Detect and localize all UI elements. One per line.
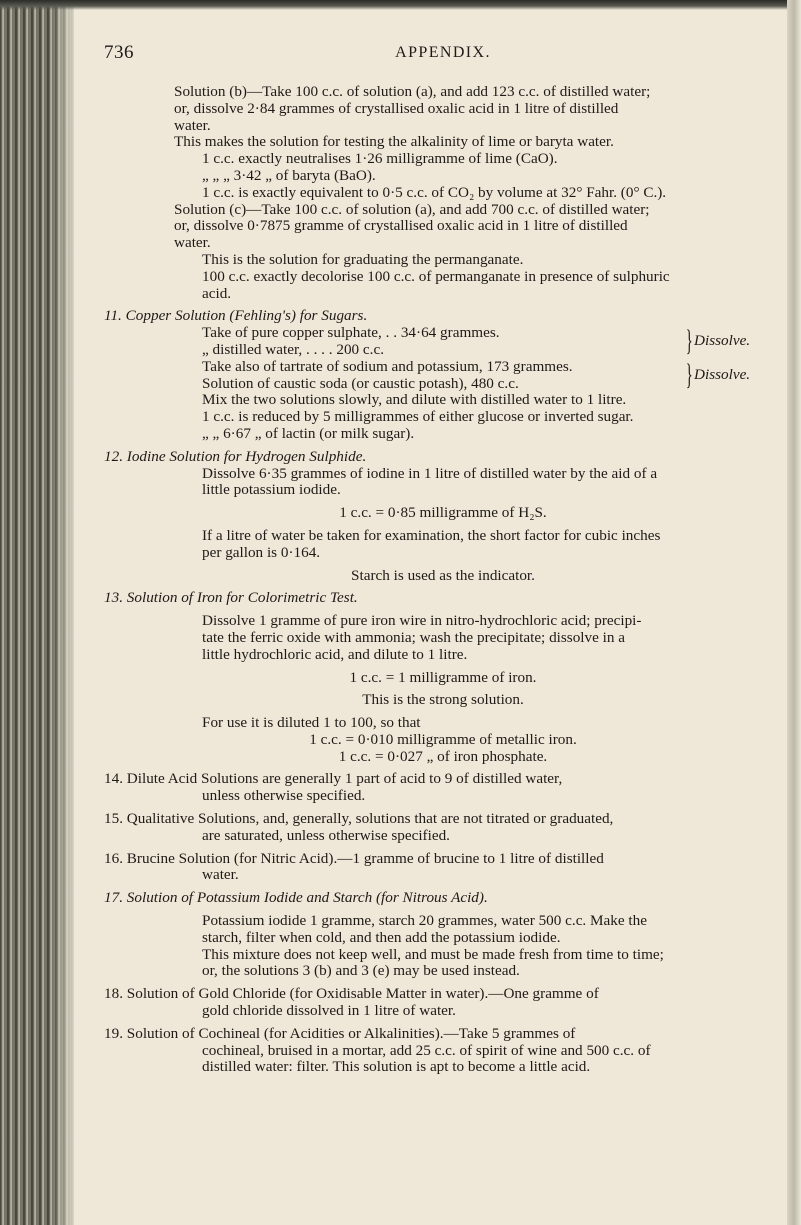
text-line: Potassium iodide 1 gramme, starch 20 grammes, water 500 c.c. Make the [202,912,647,930]
ingredient-group [104,325,782,359]
text-line: 1 c.c. is exactly equivalent to 0·5 c.c. of CO₂ by volume at 32° Fahr. (0° C.). [202,183,667,201]
text-line: Dissolve 1 gramme of pure iron wire in nitro-hydrochloric acid; precipi- [202,612,642,630]
section-heading: 19. Solution of Cochineal (for Acidities or Alkalinities).—Take 5 grammes of [104,1024,576,1042]
text-line: little potassium iodide. [202,481,341,499]
text-line: little hydrochloric acid, and dilute to 1 litre. [202,645,468,663]
text-line: This makes the solution for testing the alkalinity of lime or baryta water. [174,133,614,151]
section-heading: 17. Solution of Potassium Iodide and Starch (for Nitrous Acid). [104,889,488,907]
text-line: 1 c.c. = 0·85 milligramme of H₂S. [339,504,547,522]
text-line: acid. [202,284,232,302]
text-line: are saturated, unless otherwise specified. [202,826,450,844]
dissolve-note: Dissolve. [694,365,751,383]
section-heading: 13. Solution of Iron for Colorimetric Test. [104,589,358,607]
section-heading: 18. Solution of Gold Chloride (for Oxidisable Matter in water).—One gramme of [104,985,599,1003]
dissolve-note: Dissolve. [694,332,751,350]
section-heading: 15. Qualitative Solutions, and, generally, solutions that are not titrated or graduated, [104,810,614,828]
text-line: gold chloride dissolved in 1 litre of water. [202,1002,456,1020]
text-line: This is the solution for graduating the permanganate. [202,250,524,268]
book-page [104,0,782,1225]
text-line: If a litre of water be taken for examination, the short factor for cubic inches [202,526,661,544]
text-line: Solution (c)—Take 100 c.c. of solution (a), and add 700 c.c. of distilled water; [174,200,650,218]
text-line: cochineal, bruised in a mortar, add 25 c.c. of spirit of wine and 500 c.c. of [202,1041,651,1059]
section-heading: 12. Iodine Solution for Hydrogen Sulphide. [104,447,367,465]
text-line: water. [202,866,239,884]
text-line: Mix the two solutions slowly, and dilute with distilled water to 1 litre. [202,391,627,409]
brace-glyph: } [685,357,693,391]
section-heading: 14. Dilute Acid Solutions are generally 1 part of acid to 9 of distilled water, [104,770,563,788]
page-body [104,84,782,1076]
text-line: or, dissolve 0·7875 gramme of crystallised oxalic acid in 1 litre of distilled [174,217,628,235]
text-line: Dissolve 6·35 grammes of iodine in 1 litre of distilled water by the aid of a [202,464,658,482]
section-heading: 16. Brucine Solution (for Nitric Acid).—1 gramme of brucine to 1 litre of distilled [104,849,604,867]
text-line: 100 c.c. exactly decolorise 100 c.c. of permanganate in presence of sulphuric [202,267,670,285]
text-line: This is the strong solution. [362,691,524,709]
text-line: per gallon is 0·164. [202,543,321,561]
text-line: This mixture does not keep well, and must be made fresh from time to time; [202,945,664,963]
text-line: 1 c.c. is reduced by 5 milligrammes of either glucose or inverted sugar. [202,408,634,426]
text-line: Solution of caustic soda (or caustic potash), 480 c.c. [202,374,519,392]
ingredient-group [104,359,782,393]
page-header [104,42,782,76]
text-line: distilled water: filter. This solution is apt to become a little acid. [202,1058,591,1076]
brace-glyph: } [685,324,693,358]
text-line: 1 c.c. exactly neutralises 1·26 milligramme of lime (CaO). [202,150,558,168]
text-line: Starch is used as the indicator. [351,566,535,584]
page-edge [787,0,801,1225]
text-line: „ distilled water, . . . . 200 c.c. [202,340,385,358]
section-heading: 11. Copper Solution (Fehling's) for Sugars. [104,307,368,325]
text-line: Take of pure copper sulphate, . . 34·64 grammes. [202,324,500,342]
text-line: „ „ „ 3·42 „ of baryta (BaO). [202,166,376,184]
text-line: or, dissolve 2·84 grammes of crystallised oxalic acid in 1 litre of distilled [174,99,619,117]
text-line: 1 c.c. = 0·010 milligramme of metallic iron. [309,730,577,748]
text-line: Take also of tartrate of sodium and potassium, 173 grammes. [202,357,573,375]
text-line: unless otherwise specified. [202,787,366,805]
page-number: 736 [104,42,134,63]
text-line: 1 c.c. = 1 milligramme of iron. [349,668,537,686]
text-line: „ „ 6·67 „ of lactin (or milk sugar). [202,424,415,442]
text-line: Solution (b)—Take 100 c.c. of solution (a), and add 123 c.c. of distilled water; [174,83,651,100]
text-line: tate the ferric oxide with ammonia; wash the precipitate; dissolve in a [202,628,626,646]
text-line: starch, filter when cold, and then add the potassium iodide. [202,928,561,946]
text-line: water. [174,234,211,252]
text-line: water. [174,116,211,134]
text-line: For use it is diluted 1 to 100, so that [202,714,421,732]
text-line: 1 c.c. = 0·027 „ of iron phosphate. [338,747,548,765]
text-line: or, the solutions 3 (b) and 3 (e) may be used instead. [202,962,520,980]
book-binding [0,0,74,1225]
running-head: APPENDIX. [395,44,491,61]
